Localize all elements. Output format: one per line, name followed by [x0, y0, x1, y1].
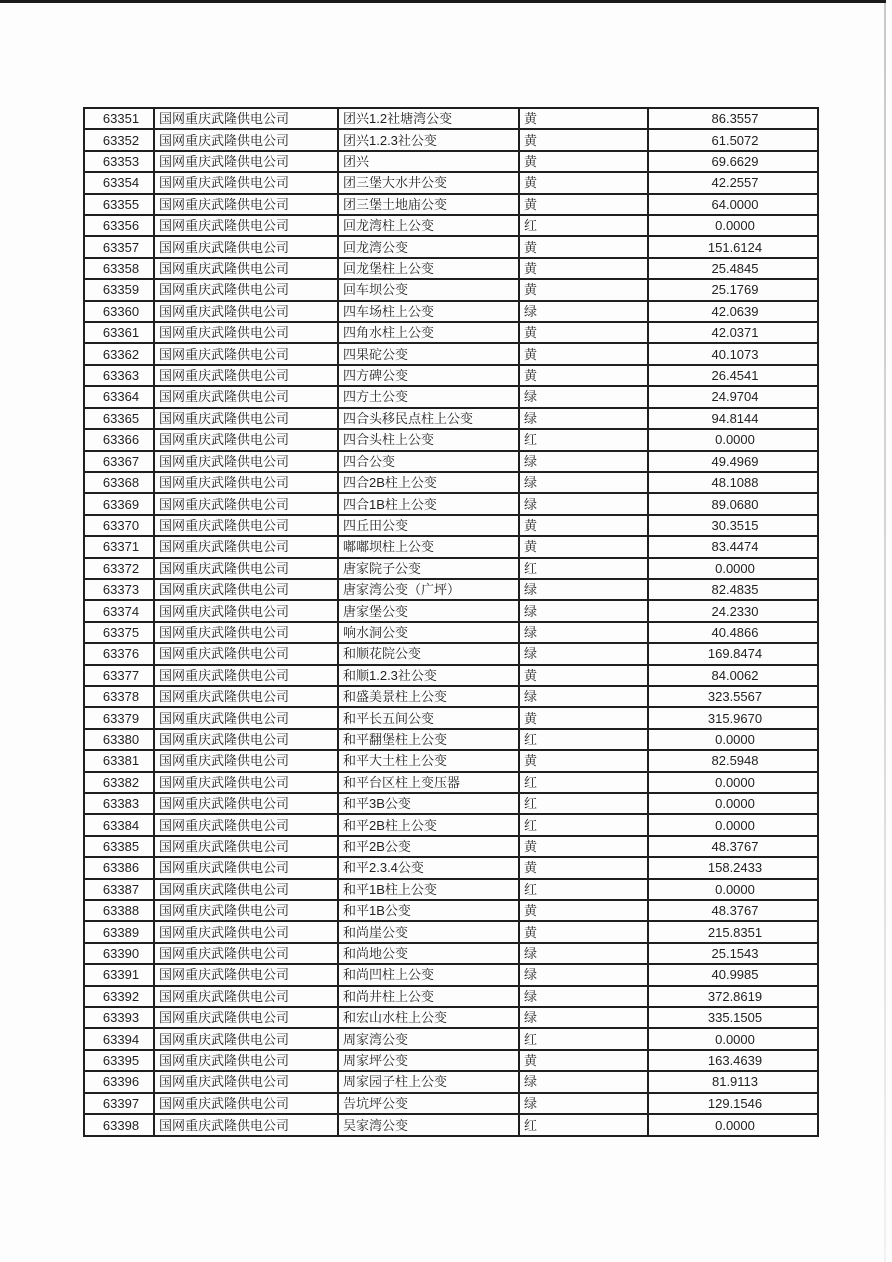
value-cell: 323.5567 [648, 686, 818, 707]
row-id-cell: 63373 [84, 579, 154, 600]
company-cell: 国网重庆武隆供电公司 [154, 343, 338, 364]
company-cell: 国网重庆武隆供电公司 [154, 579, 338, 600]
table-row [84, 515, 818, 536]
status-cell: 绿 [519, 600, 648, 621]
row-id-cell: 63352 [84, 129, 154, 150]
status-cell: 黄 [519, 515, 648, 536]
table-row [84, 108, 818, 129]
row-id-cell: 63367 [84, 451, 154, 472]
status-cell: 绿 [519, 686, 648, 707]
transformer-name-cell: 和平翻堡柱上公变 [338, 729, 519, 750]
transformer-table-body [84, 108, 818, 1136]
row-id-cell: 63392 [84, 986, 154, 1007]
table-row [84, 258, 818, 279]
company-cell: 国网重庆武隆供电公司 [154, 386, 338, 407]
row-id-cell: 63368 [84, 472, 154, 493]
transformer-name-cell: 周家坪公变 [338, 1050, 519, 1071]
status-cell: 黄 [519, 194, 648, 215]
row-id-cell: 63366 [84, 429, 154, 450]
transformer-name-cell: 团兴1.2社塘湾公变 [338, 108, 519, 129]
transformer-name-cell: 四方碑公变 [338, 365, 519, 386]
status-cell: 黄 [519, 921, 648, 942]
transformer-name-cell: 回车坝公变 [338, 279, 519, 300]
value-cell: 26.4541 [648, 365, 818, 386]
status-cell: 红 [519, 793, 648, 814]
table-row [84, 1114, 818, 1136]
row-id-cell: 63371 [84, 536, 154, 557]
status-cell: 红 [519, 558, 648, 579]
row-id-cell: 63378 [84, 686, 154, 707]
company-cell: 国网重庆武隆供电公司 [154, 964, 338, 985]
transformer-name-cell: 和平大土柱上公变 [338, 750, 519, 771]
company-cell: 国网重庆武隆供电公司 [154, 921, 338, 942]
transformer-name-cell: 嘟嘟坝柱上公变 [338, 536, 519, 557]
value-cell: 0.0000 [648, 879, 818, 900]
table-row [84, 900, 818, 921]
table-row [84, 194, 818, 215]
company-cell: 国网重庆武隆供电公司 [154, 236, 338, 257]
value-cell: 42.0639 [648, 301, 818, 322]
row-id-cell: 63356 [84, 215, 154, 236]
transformer-name-cell: 响水洞公变 [338, 622, 519, 643]
value-cell: 0.0000 [648, 1114, 818, 1136]
company-cell: 国网重庆武隆供电公司 [154, 1050, 338, 1071]
table-row [84, 343, 818, 364]
transformer-name-cell: 四合2B柱上公变 [338, 472, 519, 493]
row-id-cell: 63370 [84, 515, 154, 536]
transformer-name-cell: 团兴1.2.3社公变 [338, 129, 519, 150]
transformer-table [83, 107, 819, 1137]
value-cell: 215.8351 [648, 921, 818, 942]
status-cell: 绿 [519, 493, 648, 514]
table-row [84, 1093, 818, 1114]
transformer-name-cell: 和盛美景柱上公变 [338, 686, 519, 707]
row-id-cell: 63357 [84, 236, 154, 257]
transformer-name-cell: 和平2B柱上公变 [338, 814, 519, 835]
table-row [84, 301, 818, 322]
table-row [84, 579, 818, 600]
table-row [84, 750, 818, 771]
company-cell: 国网重庆武隆供电公司 [154, 322, 338, 343]
company-cell: 国网重庆武隆供电公司 [154, 600, 338, 621]
row-id-cell: 63386 [84, 857, 154, 878]
value-cell: 86.3557 [648, 108, 818, 129]
transformer-name-cell: 四方土公变 [338, 386, 519, 407]
status-cell: 绿 [519, 408, 648, 429]
status-cell: 黄 [519, 108, 648, 129]
table-row [84, 129, 818, 150]
company-cell: 国网重庆武隆供电公司 [154, 301, 338, 322]
value-cell: 0.0000 [648, 729, 818, 750]
row-id-cell: 63395 [84, 1050, 154, 1071]
table-row [84, 493, 818, 514]
row-id-cell: 63383 [84, 793, 154, 814]
value-cell: 81.9113 [648, 1071, 818, 1092]
row-id-cell: 63363 [84, 365, 154, 386]
table-row [84, 536, 818, 557]
company-cell: 国网重庆武隆供电公司 [154, 943, 338, 964]
row-id-cell: 63361 [84, 322, 154, 343]
row-id-cell: 63359 [84, 279, 154, 300]
table-row [84, 408, 818, 429]
status-cell: 黄 [519, 750, 648, 771]
table-row [84, 322, 818, 343]
status-cell: 绿 [519, 1007, 648, 1028]
transformer-name-cell: 和平3B公变 [338, 793, 519, 814]
table-row [84, 600, 818, 621]
row-id-cell: 63384 [84, 814, 154, 835]
value-cell: 42.0371 [648, 322, 818, 343]
row-id-cell: 63372 [84, 558, 154, 579]
transformer-name-cell: 和平台区柱上变压器 [338, 772, 519, 793]
company-cell: 国网重庆武隆供电公司 [154, 558, 338, 579]
value-cell: 48.1088 [648, 472, 818, 493]
status-cell: 红 [519, 879, 648, 900]
company-cell: 国网重庆武隆供电公司 [154, 707, 338, 728]
status-cell: 绿 [519, 579, 648, 600]
transformer-name-cell: 唐家堡公变 [338, 600, 519, 621]
value-cell: 48.3767 [648, 836, 818, 857]
transformer-name-cell: 和宏山水柱上公变 [338, 1007, 519, 1028]
status-cell: 红 [519, 1114, 648, 1136]
table-row [84, 1050, 818, 1071]
status-cell: 黄 [519, 279, 648, 300]
company-cell: 国网重庆武隆供电公司 [154, 1028, 338, 1049]
company-cell: 国网重庆武隆供电公司 [154, 472, 338, 493]
company-cell: 国网重庆武隆供电公司 [154, 108, 338, 129]
row-id-cell: 63376 [84, 643, 154, 664]
value-cell: 0.0000 [648, 215, 818, 236]
company-cell: 国网重庆武隆供电公司 [154, 408, 338, 429]
row-id-cell: 63364 [84, 386, 154, 407]
table-row [84, 707, 818, 728]
table-row [84, 943, 818, 964]
value-cell: 151.6124 [648, 236, 818, 257]
status-cell: 黄 [519, 857, 648, 878]
row-id-cell: 63365 [84, 408, 154, 429]
company-cell: 国网重庆武隆供电公司 [154, 900, 338, 921]
status-cell: 黄 [519, 172, 648, 193]
transformer-name-cell: 和平1B公变 [338, 900, 519, 921]
company-cell: 国网重庆武隆供电公司 [154, 493, 338, 514]
table-row [84, 558, 818, 579]
transformer-name-cell: 四丘田公变 [338, 515, 519, 536]
company-cell: 国网重庆武隆供电公司 [154, 429, 338, 450]
transformer-name-cell: 周家湾公变 [338, 1028, 519, 1049]
value-cell: 64.0000 [648, 194, 818, 215]
transformer-name-cell: 和顺花院公变 [338, 643, 519, 664]
transformer-name-cell: 回龙湾柱上公变 [338, 215, 519, 236]
company-cell: 国网重庆武隆供电公司 [154, 365, 338, 386]
transformer-name-cell: 和尚地公变 [338, 943, 519, 964]
transformer-name-cell: 唐家湾公变（广坪） [338, 579, 519, 600]
value-cell: 49.4969 [648, 451, 818, 472]
status-cell: 红 [519, 215, 648, 236]
value-cell: 0.0000 [648, 429, 818, 450]
value-cell: 0.0000 [648, 793, 818, 814]
table-row [84, 643, 818, 664]
row-id-cell: 63393 [84, 1007, 154, 1028]
value-cell: 335.1505 [648, 1007, 818, 1028]
row-id-cell: 63360 [84, 301, 154, 322]
status-cell: 红 [519, 429, 648, 450]
table-row [84, 472, 818, 493]
table-row [84, 365, 818, 386]
transformer-name-cell: 团三堡大水井公变 [338, 172, 519, 193]
value-cell: 40.1073 [648, 343, 818, 364]
company-cell: 国网重庆武隆供电公司 [154, 1114, 338, 1136]
value-cell: 84.0062 [648, 665, 818, 686]
transformer-name-cell: 团兴 [338, 151, 519, 172]
company-cell: 国网重庆武隆供电公司 [154, 1071, 338, 1092]
company-cell: 国网重庆武隆供电公司 [154, 215, 338, 236]
table-row [84, 686, 818, 707]
table-row [84, 622, 818, 643]
value-cell: 0.0000 [648, 772, 818, 793]
transformer-name-cell: 周家园子柱上公变 [338, 1071, 519, 1092]
company-cell: 国网重庆武隆供电公司 [154, 258, 338, 279]
transformer-name-cell: 四车场柱上公变 [338, 301, 519, 322]
status-cell: 绿 [519, 472, 648, 493]
row-id-cell: 63381 [84, 750, 154, 771]
page-top-edge [0, 0, 886, 3]
table-row [84, 729, 818, 750]
page-right-edge-line [884, 3, 886, 1262]
table-row [84, 279, 818, 300]
transformer-name-cell: 和尚凹柱上公变 [338, 964, 519, 985]
status-cell: 红 [519, 729, 648, 750]
value-cell: 25.4845 [648, 258, 818, 279]
value-cell: 25.1769 [648, 279, 818, 300]
company-cell: 国网重庆武隆供电公司 [154, 129, 338, 150]
status-cell: 黄 [519, 900, 648, 921]
status-cell: 黄 [519, 365, 648, 386]
value-cell: 158.2433 [648, 857, 818, 878]
row-id-cell: 63377 [84, 665, 154, 686]
transformer-name-cell: 告坑坪公变 [338, 1093, 519, 1114]
status-cell: 黄 [519, 258, 648, 279]
row-id-cell: 63382 [84, 772, 154, 793]
row-id-cell: 63362 [84, 343, 154, 364]
company-cell: 国网重庆武隆供电公司 [154, 536, 338, 557]
status-cell: 黄 [519, 1050, 648, 1071]
status-cell: 绿 [519, 986, 648, 1007]
company-cell: 国网重庆武隆供电公司 [154, 1007, 338, 1028]
status-cell: 绿 [519, 1093, 648, 1114]
company-cell: 国网重庆武隆供电公司 [154, 643, 338, 664]
status-cell: 黄 [519, 151, 648, 172]
company-cell: 国网重庆武隆供电公司 [154, 879, 338, 900]
company-cell: 国网重庆武隆供电公司 [154, 151, 338, 172]
value-cell: 315.9670 [648, 707, 818, 728]
value-cell: 25.1543 [648, 943, 818, 964]
table-row [84, 921, 818, 942]
row-id-cell: 63354 [84, 172, 154, 193]
value-cell: 163.4639 [648, 1050, 818, 1071]
table-row [84, 879, 818, 900]
status-cell: 绿 [519, 301, 648, 322]
status-cell: 绿 [519, 643, 648, 664]
transformer-name-cell: 和顺1.2.3社公变 [338, 665, 519, 686]
company-cell: 国网重庆武隆供电公司 [154, 665, 338, 686]
transformer-name-cell: 回龙堡柱上公变 [338, 258, 519, 279]
value-cell: 40.4866 [648, 622, 818, 643]
transformer-name-cell: 四果砣公变 [338, 343, 519, 364]
transformer-name-cell: 四合1B柱上公变 [338, 493, 519, 514]
row-id-cell: 63397 [84, 1093, 154, 1114]
company-cell: 国网重庆武隆供电公司 [154, 772, 338, 793]
transformer-name-cell: 四角水柱上公变 [338, 322, 519, 343]
row-id-cell: 63389 [84, 921, 154, 942]
row-id-cell: 63391 [84, 964, 154, 985]
table-row [84, 215, 818, 236]
company-cell: 国网重庆武隆供电公司 [154, 1093, 338, 1114]
status-cell: 红 [519, 772, 648, 793]
status-cell: 红 [519, 1028, 648, 1049]
value-cell: 69.6629 [648, 151, 818, 172]
row-id-cell: 63374 [84, 600, 154, 621]
company-cell: 国网重庆武隆供电公司 [154, 729, 338, 750]
row-id-cell: 63390 [84, 943, 154, 964]
table-row [84, 793, 818, 814]
status-cell: 绿 [519, 964, 648, 985]
company-cell: 国网重庆武隆供电公司 [154, 194, 338, 215]
value-cell: 169.8474 [648, 643, 818, 664]
status-cell: 绿 [519, 451, 648, 472]
table-row [84, 772, 818, 793]
value-cell: 89.0680 [648, 493, 818, 514]
row-id-cell: 63394 [84, 1028, 154, 1049]
status-cell: 黄 [519, 343, 648, 364]
company-cell: 国网重庆武隆供电公司 [154, 279, 338, 300]
value-cell: 82.5948 [648, 750, 818, 771]
table-row [84, 1071, 818, 1092]
status-cell: 黄 [519, 236, 648, 257]
row-id-cell: 63351 [84, 108, 154, 129]
transformer-name-cell: 四合头移民点柱上公变 [338, 408, 519, 429]
row-id-cell: 63398 [84, 1114, 154, 1136]
status-cell: 绿 [519, 622, 648, 643]
value-cell: 61.5072 [648, 129, 818, 150]
status-cell: 红 [519, 814, 648, 835]
company-cell: 国网重庆武隆供电公司 [154, 814, 338, 835]
value-cell: 0.0000 [648, 558, 818, 579]
value-cell: 129.1546 [648, 1093, 818, 1114]
transformer-name-cell: 四合头柱上公变 [338, 429, 519, 450]
row-id-cell: 63396 [84, 1071, 154, 1092]
row-id-cell: 63388 [84, 900, 154, 921]
value-cell: 24.2330 [648, 600, 818, 621]
value-cell: 42.2557 [648, 172, 818, 193]
value-cell: 24.9704 [648, 386, 818, 407]
company-cell: 国网重庆武隆供电公司 [154, 515, 338, 536]
company-cell: 国网重庆武隆供电公司 [154, 750, 338, 771]
row-id-cell: 63353 [84, 151, 154, 172]
transformer-name-cell: 和平2.3.4公变 [338, 857, 519, 878]
transformer-name-cell: 回龙湾公变 [338, 236, 519, 257]
status-cell: 绿 [519, 1071, 648, 1092]
table-row [84, 429, 818, 450]
status-cell: 黄 [519, 836, 648, 857]
value-cell: 30.3515 [648, 515, 818, 536]
table-row [84, 236, 818, 257]
company-cell: 国网重庆武隆供电公司 [154, 836, 338, 857]
table-row [84, 964, 818, 985]
row-id-cell: 63358 [84, 258, 154, 279]
table-row [84, 665, 818, 686]
company-cell: 国网重庆武隆供电公司 [154, 793, 338, 814]
status-cell: 黄 [519, 129, 648, 150]
table-row [84, 814, 818, 835]
status-cell: 绿 [519, 386, 648, 407]
row-id-cell: 63369 [84, 493, 154, 514]
transformer-name-cell: 唐家院子公变 [338, 558, 519, 579]
table-row [84, 151, 818, 172]
row-id-cell: 63387 [84, 879, 154, 900]
table-row [84, 857, 818, 878]
company-cell: 国网重庆武隆供电公司 [154, 857, 338, 878]
value-cell: 82.4835 [648, 579, 818, 600]
value-cell: 48.3767 [648, 900, 818, 921]
row-id-cell: 63355 [84, 194, 154, 215]
company-cell: 国网重庆武隆供电公司 [154, 986, 338, 1007]
company-cell: 国网重庆武隆供电公司 [154, 451, 338, 472]
table-row [84, 172, 818, 193]
status-cell: 黄 [519, 665, 648, 686]
company-cell: 国网重庆武隆供电公司 [154, 172, 338, 193]
status-cell: 绿 [519, 943, 648, 964]
transformer-name-cell: 和平长五间公变 [338, 707, 519, 728]
status-cell: 黄 [519, 707, 648, 728]
company-cell: 国网重庆武隆供电公司 [154, 686, 338, 707]
transformer-name-cell: 和平1B柱上公变 [338, 879, 519, 900]
value-cell: 83.4474 [648, 536, 818, 557]
table-row [84, 386, 818, 407]
table-row [84, 451, 818, 472]
row-id-cell: 63379 [84, 707, 154, 728]
row-id-cell: 63385 [84, 836, 154, 857]
value-cell: 0.0000 [648, 1028, 818, 1049]
value-cell: 94.8144 [648, 408, 818, 429]
table-row [84, 1028, 818, 1049]
transformer-name-cell: 和尚崖公变 [338, 921, 519, 942]
status-cell: 黄 [519, 322, 648, 343]
table-row [84, 986, 818, 1007]
company-cell: 国网重庆武隆供电公司 [154, 622, 338, 643]
value-cell: 40.9985 [648, 964, 818, 985]
value-cell: 372.8619 [648, 986, 818, 1007]
transformer-name-cell: 四合公变 [338, 451, 519, 472]
transformer-name-cell: 和平2B公变 [338, 836, 519, 857]
row-id-cell: 63375 [84, 622, 154, 643]
status-cell: 黄 [519, 536, 648, 557]
transformer-name-cell: 吴家湾公变 [338, 1114, 519, 1136]
table-row [84, 836, 818, 857]
transformer-name-cell: 团三堡土地庙公变 [338, 194, 519, 215]
row-id-cell: 63380 [84, 729, 154, 750]
transformer-name-cell: 和尚井柱上公变 [338, 986, 519, 1007]
table-row [84, 1007, 818, 1028]
value-cell: 0.0000 [648, 814, 818, 835]
